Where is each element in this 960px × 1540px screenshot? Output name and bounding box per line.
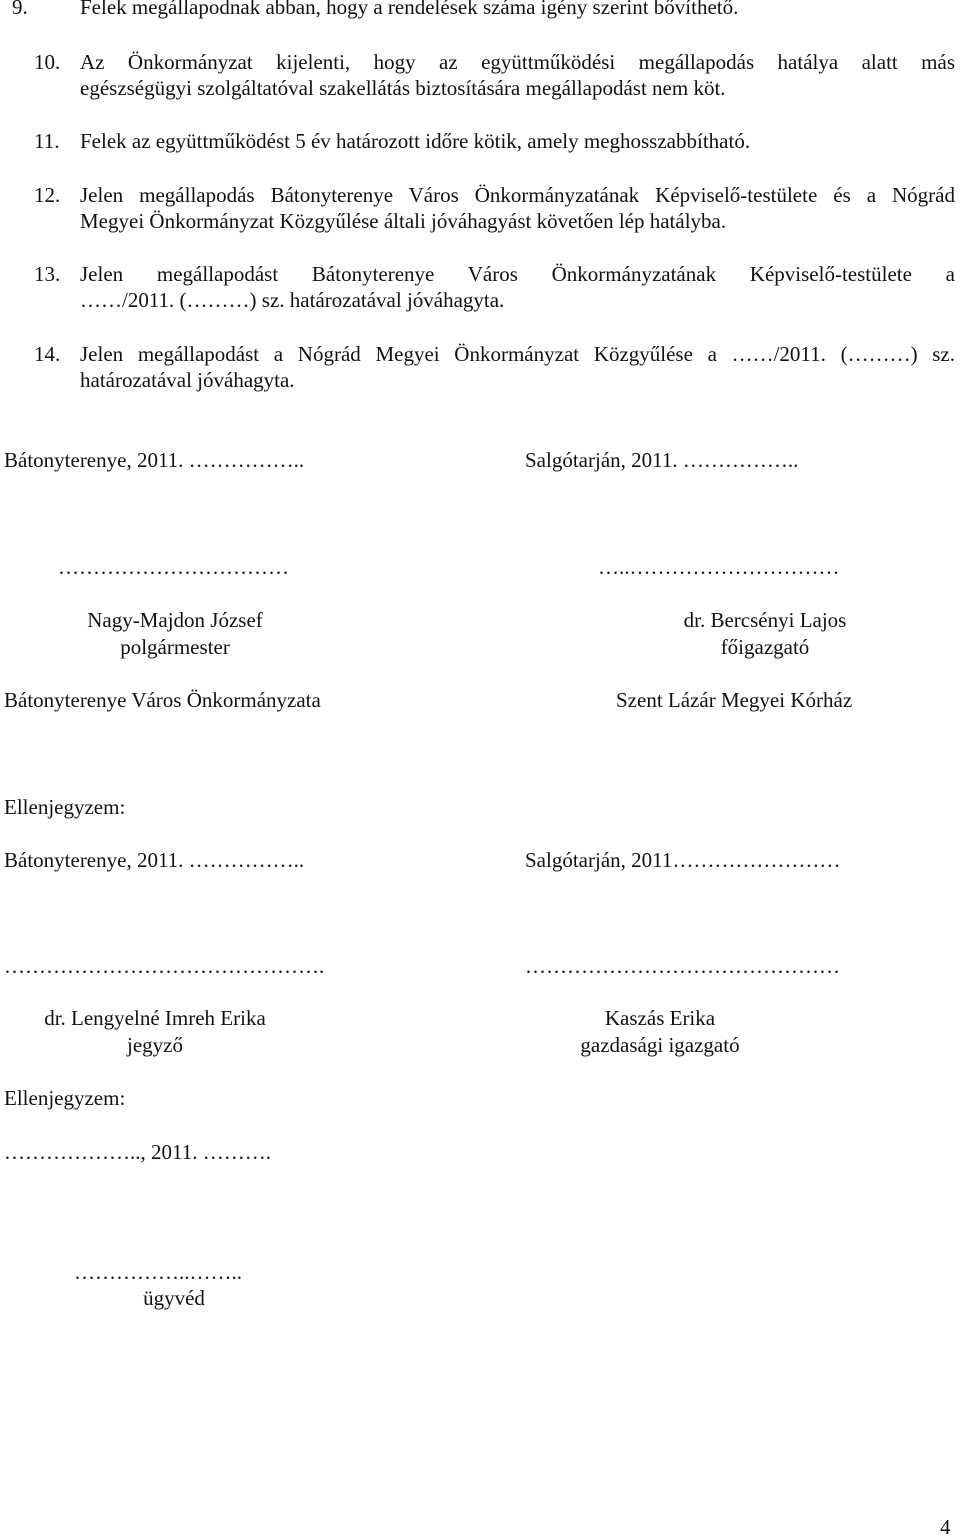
signature-place-date: Salgótarján, 2011. …………….. xyxy=(525,448,799,472)
countersign-place-date: Salgótarján, 2011…………………… xyxy=(525,848,841,872)
signature-line: …………………………… xyxy=(58,555,289,579)
countersign-line: ………………………………………. xyxy=(4,954,325,978)
item-number: 10. xyxy=(34,50,61,74)
countersign-title: gazdasági igazgató xyxy=(580,1033,740,1057)
signatory-name: Nagy-Majdon József xyxy=(87,608,263,632)
signatory-title: főigazgató xyxy=(720,635,810,659)
item-text: Jelen megállapodás Bátonyterenye Város Önkormányzatának Képviselő-testülete és a Nógrád xyxy=(80,183,955,207)
signatory-organization: Bátonyterenye Város Önkormányzata xyxy=(4,688,321,712)
item-text: Megyei Önkormányzat Közgyűlése általi jóváhagyást követően lép hatályba. xyxy=(80,209,727,233)
signatory-organization: Szent Lázár Megyei Kórház xyxy=(616,688,853,712)
countersign-title: jegyző xyxy=(127,1033,183,1057)
signatory-title: polgármester xyxy=(120,635,230,659)
item-number: 13. xyxy=(34,262,61,286)
countersign-heading: Ellenjegyzem: xyxy=(4,1086,126,1110)
countersign-heading: Ellenjegyzem: xyxy=(4,795,126,819)
page-number: 4 xyxy=(940,1515,951,1539)
item-number: 12. xyxy=(34,183,61,207)
item-text: egészségügyi szolgáltatóval szakellátás biztosítására megállapodást nem köt. xyxy=(80,76,726,100)
countersign-name: dr. Lengyelné Imreh Erika xyxy=(44,1006,266,1030)
item-number: 14. xyxy=(34,342,61,366)
item-text: Az Önkormányzat kijelenti, hogy az együttműködési megállapodás hatálya alatt más xyxy=(80,50,955,74)
item-text: ……/2011. (………) sz. határozatával jóváhagyta. xyxy=(80,288,505,312)
countersign-title: ügyvéd xyxy=(143,1286,205,1310)
item-number: 9. xyxy=(12,0,28,19)
item-text: Felek megállapodnak abban, hogy a rendelések száma igény szerint bővíthető. xyxy=(80,0,739,19)
countersign-name: Kaszás Erika xyxy=(604,1006,716,1030)
item-text: Felek az együttműködést 5 év határozott időre kötik, amely meghosszabbítható. xyxy=(80,129,751,153)
signature-line: …..………………………… xyxy=(598,555,840,579)
item-text: Jelen megállapodást a Nógrád Megyei Önkormányzat Közgyűlése a ……/2011. (………) sz. xyxy=(80,342,955,366)
countersign-line: ……………..…….. xyxy=(74,1260,242,1284)
item-number: 11. xyxy=(34,129,60,153)
item-text: határozatával jóváhagyta. xyxy=(80,368,295,392)
countersign-line: ……………………………………… xyxy=(525,954,840,978)
countersign-place-date: ……………….., 2011. ………. xyxy=(4,1140,271,1164)
signature-place-date: Bátonyterenye, 2011. …………….. xyxy=(4,448,305,472)
signatory-name: dr. Bercsényi Lajos xyxy=(683,608,847,632)
countersign-place-date: Bátonyterenye, 2011. …………….. xyxy=(4,848,305,872)
item-text: Jelen megállapodást Bátonyterenye Város Önkormányzatának Képviselő-testülete a xyxy=(80,262,955,286)
